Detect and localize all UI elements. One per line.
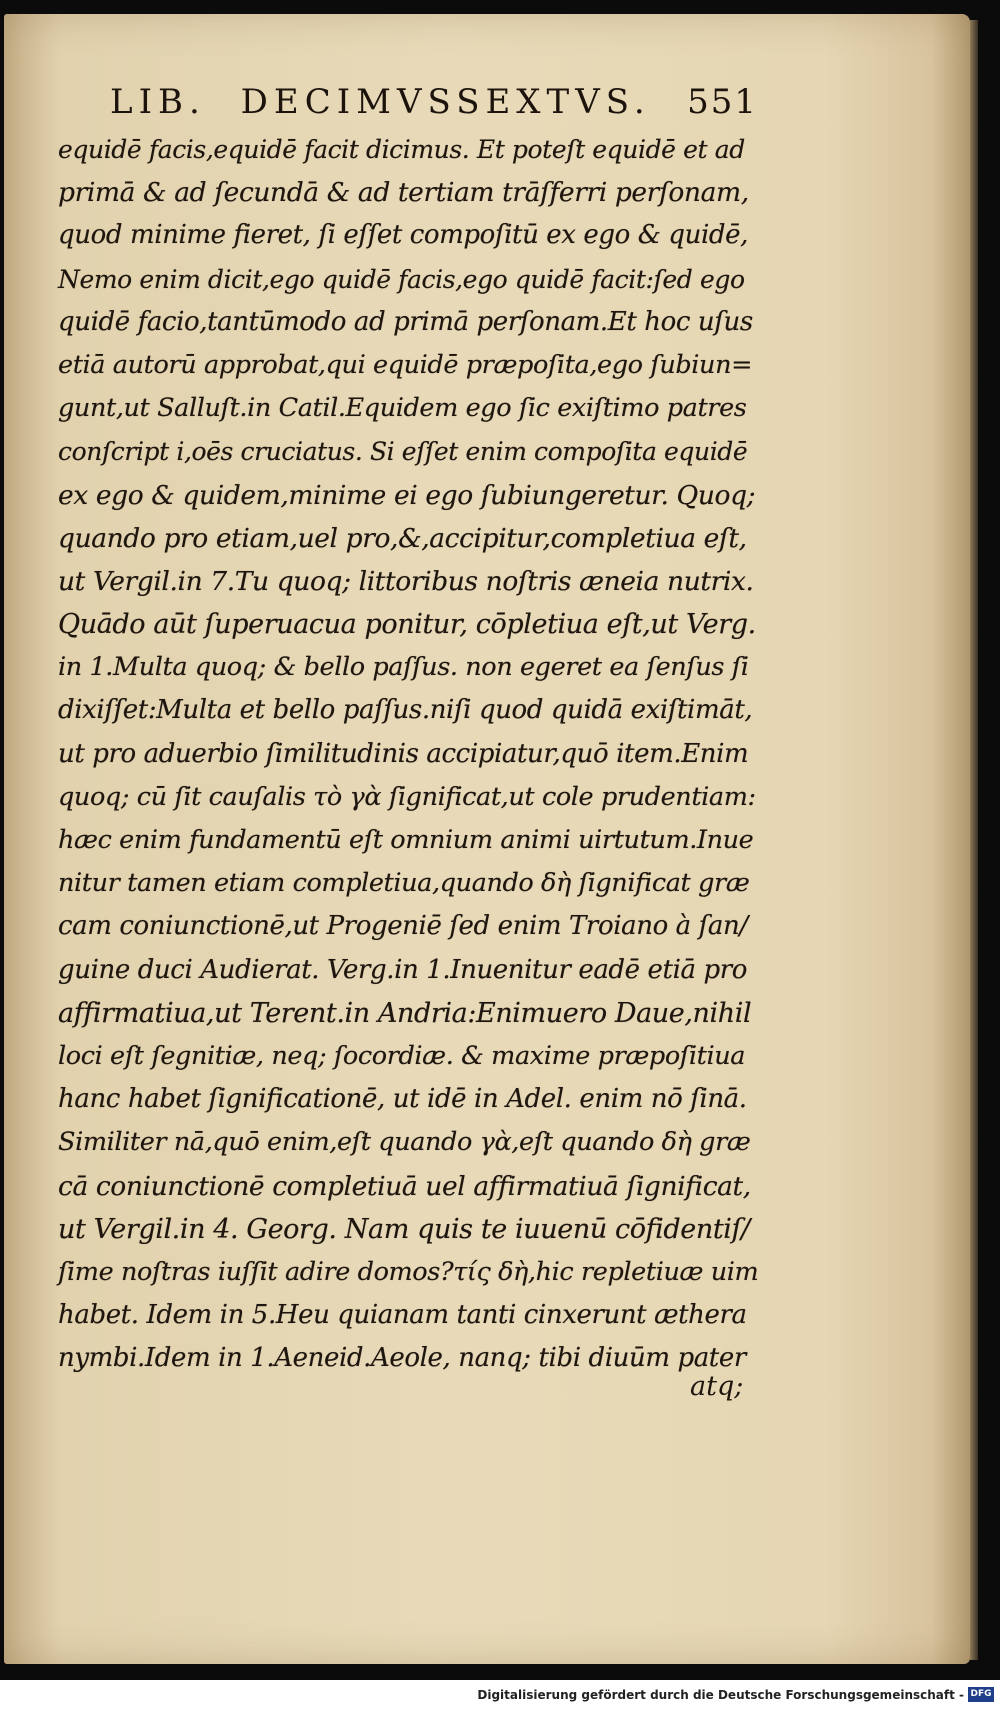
text-line: hæc enim fundamentū eſt omnium animi uirtutum.Inue	[58, 825, 754, 855]
text-line: guine duci Audierat. Verg.in 1.Inuenitur eadē etiā pro	[58, 954, 747, 985]
text-line: hanc habet ſignificationē, ut idē in Adel. enim nō ſinā.	[58, 1084, 747, 1115]
text-line: ut Vergil.in 7.Tu quoq; littoribus noſtris æneia nutrix.	[58, 565, 754, 597]
text-line: conſcript i,oēs cruciatus. Si eſſet enim compoſita equidē	[58, 437, 748, 467]
text-line: Quādo aūt ſuperuacua ponitur, cōpletiua eſt,ut Verg.	[58, 609, 756, 641]
text-line: dixiſſet:Multa et bello paſſus.niſi quod quidā exiſtimāt,	[58, 695, 753, 726]
text-line: cā coniunctionē completiuā uel affirmatiuā ſignificat,	[58, 1170, 751, 1202]
text-line: ex ego & quidem,minime ei ego ſubiungeretur. Quoq;	[58, 479, 756, 511]
text-line: loci eſt ſegnitiæ, neq; ſocordiæ. & maxime præpoſitiua	[58, 1040, 746, 1071]
text-line: quando pro etiam,uel pro,&,accipitur,completiua eſt,	[58, 522, 747, 554]
text-line: primā & ad ſecundā & ad tertiam trāſferri perſonam,	[58, 177, 749, 209]
text-line: equidē facis,equidē facit dicimus. Et poteſt equidē et ad	[58, 135, 745, 164]
footer-bar	[0, 1680, 1000, 1710]
page-edge	[970, 20, 978, 1660]
text-line: quoq; cū ſit cauſalis τὸ γὰ ſignificat,ut cole prudentiam:	[58, 781, 756, 812]
text-line: ut Vergil.in 4. Georg. Nam quis te iuuenū cōfidentiſ/	[58, 1213, 750, 1245]
text-line: habet. Idem in 5.Heu quianam tanti cinxerunt æthera	[58, 1300, 747, 1331]
text-line: affirmatiua,ut Terent.in Andria:Enimuero Daue,nihil	[58, 997, 752, 1029]
text-line: gunt,ut Salluſt.in Catil.Equidem ego ſic exiſtimo patres	[58, 393, 747, 424]
page-header	[110, 82, 758, 130]
text-line: in 1.Multa quoq; & bello paſſus. non egeret ea ſenſus ſi	[58, 652, 749, 683]
text-line: nymbi.Idem in 1.Aeneid.Aeole, nanq; tibi diuūm pater	[58, 1343, 746, 1374]
page-number: 551	[687, 82, 758, 122]
text-line: Similiter nā,quō enim,eſt quando γὰ,eſt quando δὴ græ	[58, 1127, 751, 1158]
footer-credit: Digitalisierung gefördert durch die Deutsche Forschungsgemeinschaft -	[477, 1688, 964, 1702]
text-line: etiā autorū approbat,qui equidē præpoſita,ego ſubiun=	[58, 349, 753, 380]
catchword: atq;	[690, 1371, 744, 1402]
text-line: ſime noſtras iuſſit adire domos?τίς δὴ,hic repletiuæ uim	[58, 1256, 759, 1287]
text-block	[58, 128, 758, 1380]
text-line: quod minime fieret, ſi eſſet compoſitū ex ego & quidē,	[58, 220, 748, 251]
text-line: quidē facio,tantūmodo ad primā perſonam.Et hoc uſus	[58, 306, 753, 337]
text-line: ut pro aduerbio ſimilitudinis accipiatur,quō item.Enim	[58, 738, 749, 769]
dfg-logo: DFG	[968, 1687, 994, 1702]
running-title: LIB. DECIMVSSEXTVS.	[110, 82, 651, 122]
text-line: Nemo enim dicit,ego quidē facis,ego quidē facit:ſed ego	[58, 264, 745, 294]
text-line: nitur tamen etiam completiua,quando δὴ ſignificat græ	[58, 868, 750, 899]
text-line: cam coniunctionē,ut Progeniē ſed enim Troiano à ſan/	[58, 911, 748, 942]
